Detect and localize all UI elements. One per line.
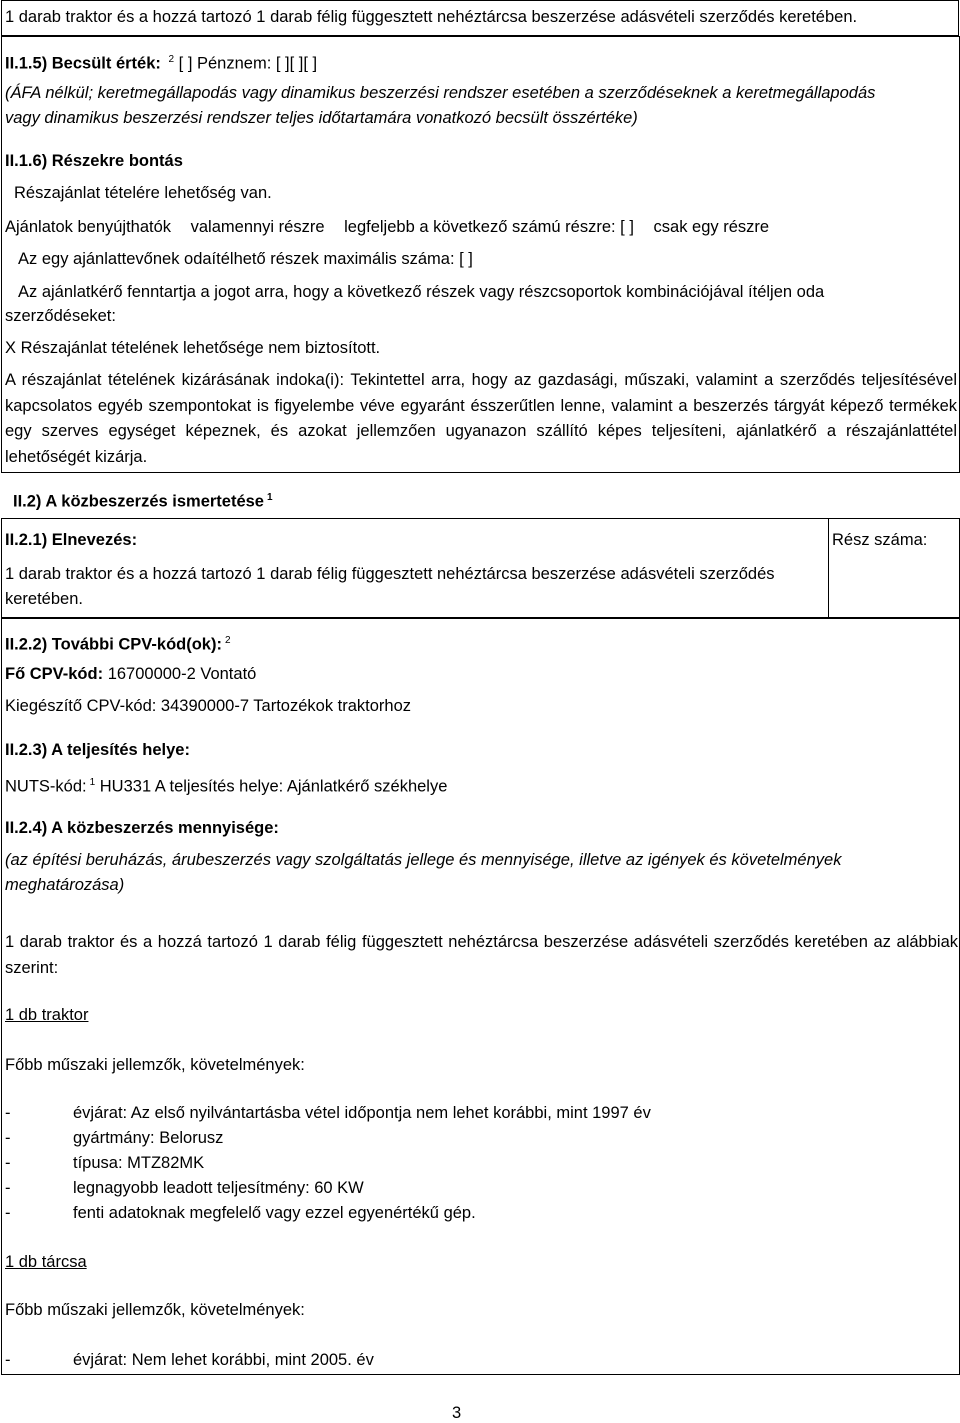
- page-number: 3: [452, 1404, 462, 1422]
- s223-label: II.2.3) A teljesítés helye:: [5, 741, 190, 759]
- tarcsa-fobb: Főbb műszaki jellemzők, követelmények:: [5, 1301, 305, 1319]
- tarcsa-title: 1 db tárcsa: [5, 1253, 87, 1271]
- s216-fenntartja-2: szerződéseket:: [5, 307, 116, 325]
- s224-label: II.2.4) A közbeszerzés mennyisége:: [5, 819, 279, 837]
- traktor-item-dash: -: [5, 1204, 11, 1222]
- main-lower-box: [1, 618, 960, 1375]
- s216-option-yes: Részajánlat tételére lehetőség van.: [14, 184, 272, 202]
- traktor-item-dash: -: [5, 1104, 11, 1122]
- s222-fo-cpv: Fő CPV-kód: 16700000-2 Vontató: [5, 665, 257, 683]
- s22-title: II.2) A közbeszerzés ismertetése $^1$: [13, 492, 273, 511]
- s215-note-1: (ÁFA nélkül; keretmegállapodás vagy dinamikus beszerzési rendszer esetében a szerződéseknek a keretmegállapodás: [5, 84, 876, 102]
- traktor-item-dash: -: [5, 1154, 11, 1172]
- s224-note-1: (az építési beruházás, árubeszerzés vagy szolgáltatás jellege és mennyisége, illetve az igények és követelmények: [5, 851, 842, 869]
- s221-label: II.2.1) Elnevezés:: [5, 531, 138, 549]
- s215-sup: 2: [168, 54, 175, 65]
- s221-line-1: 1 darab traktor és a hozzá tartozó 1 darab félig függesztett nehéztárcsa beszerzése adásvételi szerződés: [5, 565, 775, 583]
- s216-fenntartja-1: Az ajánlatkérő fenntartja a jogot arra, hogy a következő részek vagy részcsoportok kombinációjával ítéljen oda: [18, 283, 825, 301]
- traktor-item-dash: -: [5, 1179, 11, 1197]
- s215-note-2: vagy dinamikus beszerzési rendszer teljes időtartamára vonatkozó becsült összértéke): [5, 109, 638, 127]
- traktor-item: típusa: MTZ82MK: [73, 1154, 205, 1172]
- s224-intro: 1 darab traktor és a hozzá tartozó 1 darab félig függesztett nehéztárcsa beszerzése adásvételi szerződés keretében az alábbiak szerint:: [5, 933, 958, 977]
- s216-max-reszek: Az egy ajánlattevőnek odaítélhető részek maximális száma: [ ]: [18, 250, 473, 268]
- traktor-item: évjárat: Az első nyilvántartásba vétel időpontja nem lehet korábbi, mint 1997 év: [73, 1104, 651, 1122]
- s216-option-no: X Részajánlat tételének lehetősége nem biztosított.: [5, 339, 381, 357]
- s221-line-2: keretében.: [5, 590, 83, 608]
- s221-resz-szama: Rész száma:: [832, 531, 928, 549]
- s215-rest: [ ] Pénznem: [ ][ ][ ]: [178, 54, 318, 73]
- tarcsa-item-dash: -: [5, 1351, 11, 1369]
- traktor-fobb: Főbb műszaki jellemzők, követelmények:: [5, 1056, 305, 1074]
- s223-nuts: NUTS-kód: $^1$ HU331 A teljesítés helye: Ajánlatkérő székhelye: [5, 777, 448, 796]
- s215-label: II.1.5) Becsült érték:: [5, 54, 161, 73]
- traktor-item-dash: -: [5, 1129, 11, 1147]
- s216-indok: A részajánlat tételének kizárásának indoka(i): Tekintettel arra, hogy az gazdasági, műszaki, valamint a szerződés teljesítésével kapcsolatos egyéb szempontokat is figyelembe véve egyaránt ésszerűtlen lenne, valamint a beszerzés tárgyát képező termékek egy szerves egységet képeznek, és azokat jellemzően ugyanazon szállító képes teljesíteni, ajánlatkérő a részajánlattétel lehetőségét kizárja.: [5, 371, 957, 466]
- traktor-item: fenti adatoknak megfelelő vagy ezzel egyenértékű gép.: [73, 1204, 476, 1222]
- s216-ajanlatok-line: Ajánlatok benyújthatók valamennyi részre legfeljebb a következő számú részre: [ ] csak egy részre: [5, 218, 770, 236]
- top-row-text: 1 darab traktor és a hozzá tartozó 1 darab félig függesztett nehéztárcsa beszerzése adásvételi szerződés keretében.: [5, 8, 858, 26]
- s224-note-2: meghatározása): [5, 876, 125, 894]
- s222-label-line: II.2.2) További CPV-kód(ok): $^2$: [5, 635, 231, 654]
- s216-title: II.1.6) Részekre bontás: [5, 152, 183, 170]
- traktor-item: legnagyobb leadott teljesítmény: 60 KW: [73, 1179, 364, 1197]
- s215-line: [5, 50, 317, 74]
- tarcsa-item: évjárat: Nem lehet korábbi, mint 2005. év: [73, 1351, 374, 1369]
- traktor-item: gyártmány: Belorusz: [73, 1129, 224, 1147]
- s222-kieg-cpv: Kiegészítő CPV-kód: 34390000-7 Tartozékok traktorhoz: [5, 697, 412, 715]
- traktor-title: 1 db traktor: [5, 1006, 89, 1024]
